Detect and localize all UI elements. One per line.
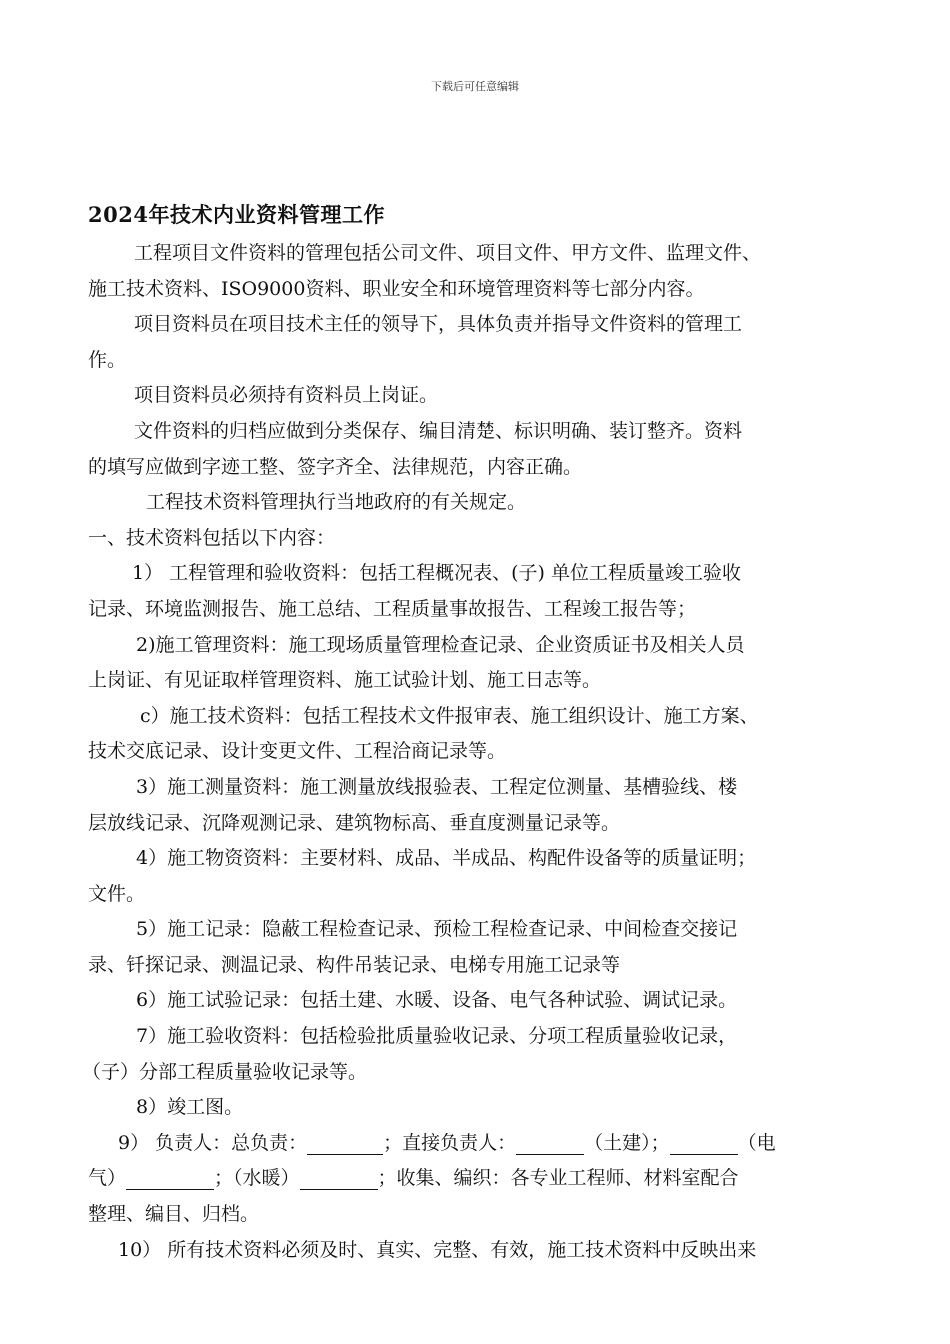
paragraph-line: 层放线记录、沉降观测记录、建筑物标高、垂直度测量记录等。 — [88, 811, 621, 834]
blank-general-lead — [307, 1132, 383, 1155]
blank-civil-lead — [516, 1132, 584, 1155]
page-header: 下载后可任意编辑 — [431, 80, 519, 93]
item-9-line-1 — [88, 1126, 888, 1162]
paragraph-line: 工程技术资料管理执行当地政府的有关规定。 — [146, 491, 527, 514]
paragraph-lines — [82, 236, 888, 1126]
paragraph-line: 上岗证、有见证取样管理资料、施工试验计划、施工日志等。 — [88, 669, 602, 692]
paragraph-line: 技术交底记录、设计变更文件、工程洽商记录等。 — [88, 740, 507, 763]
document-body — [82, 236, 888, 1268]
paragraph-line: 2)施工管理资料：施工现场质量管理检查记录、企业资质证书及相关人员 — [136, 633, 745, 656]
paragraph-line: 记录、环境监测报告、施工总结、工程质量事故报告、工程竣工报告等； — [88, 597, 697, 620]
item-10-line: 10） 所有技术资料必须及时、真实、完整、有效，施工技术资料中反映出来 — [118, 1238, 757, 1261]
paragraph-line: 文件。 — [88, 882, 146, 905]
blank-electrical — [126, 1167, 214, 1190]
paragraph-line: 项目资料员必须持有资料员上岗证。 — [134, 384, 439, 407]
paragraph-line: （子）分部工程质量验收记录等。 — [82, 1060, 368, 1083]
item-9-text: ；直接负责人： — [383, 1131, 517, 1154]
item-9-line-3: 整理、编目、归档。 — [88, 1203, 260, 1226]
blank-electrical-lead — [670, 1132, 738, 1155]
paragraph-line: 项目资料员在项目技术主任的领导下，具体负责并指导文件资料的管理工 — [134, 313, 743, 336]
paragraph-line: 施工技术资料、ISO9000资料、职业安全和环境管理资料等七部分内容。 — [88, 277, 705, 300]
paragraph-line: 录、钎探记录、测温记录、构件吊装记录、电梯专用施工记录等 — [88, 953, 621, 976]
paragraph-line: 4）施工物资资料：主要材料、成品、半成品、构配件设备等的质量证明； — [136, 847, 757, 870]
paragraph-line: 1） 工程管理和验收资料：包括工程概况表、(子) 单位工程质量竣工验收 — [132, 562, 741, 585]
item-9-line-2 — [88, 1161, 888, 1197]
paragraph-line: 工程项目文件资料的管理包括公司文件、项目文件、甲方文件、监理文件、 — [134, 242, 762, 264]
document-title: 2024年技术内业资料管理工作 — [88, 202, 385, 227]
item-9-text: ；收集、编织：各专业工程师、材料室配合 — [377, 1167, 739, 1190]
paragraph-line: 文件资料的归档应做到分类保存、编目清楚、标识明确、装订整齐。资料 — [134, 419, 743, 442]
paragraph-line: 的填写应做到字迹工整、签字齐全、法律规范，内容正确。 — [88, 455, 583, 478]
paragraph-line: 8）竣工图。 — [136, 1096, 244, 1119]
paragraph-line: 作。 — [88, 348, 127, 371]
paragraph-line: 6）施工试验记录：包括土建、水暖、设备、电气各种试验、调试记录。 — [136, 989, 738, 1012]
paragraph-line: 3）施工测量资料：施工测量放线报验表、工程定位测量、基槽验线、楼 — [136, 775, 738, 798]
item-9-text: （土建）； — [584, 1131, 670, 1154]
item-9-text: ；（水暖） — [214, 1167, 300, 1190]
item-9-text: （电 — [737, 1131, 776, 1154]
paragraph-line: 一、技术资料包括以下内容： — [88, 526, 336, 549]
paragraph-line: 5）施工记录：隐蔽工程检查记录、预检工程检查记录、中间检查交接记 — [136, 918, 738, 941]
blank-plumbing — [300, 1167, 378, 1190]
item-9-text: 9） 负责人：总负责： — [118, 1131, 308, 1154]
item-9-text: 气） — [88, 1167, 127, 1190]
paragraph-line: c）施工技术资料：包括工程技术文件报审表、施工组织设计、施工方案、 — [140, 704, 759, 727]
paragraph-line: 7）施工验收资料：包括检验批质量验收记录、分项工程质量验收记录， — [136, 1025, 738, 1048]
